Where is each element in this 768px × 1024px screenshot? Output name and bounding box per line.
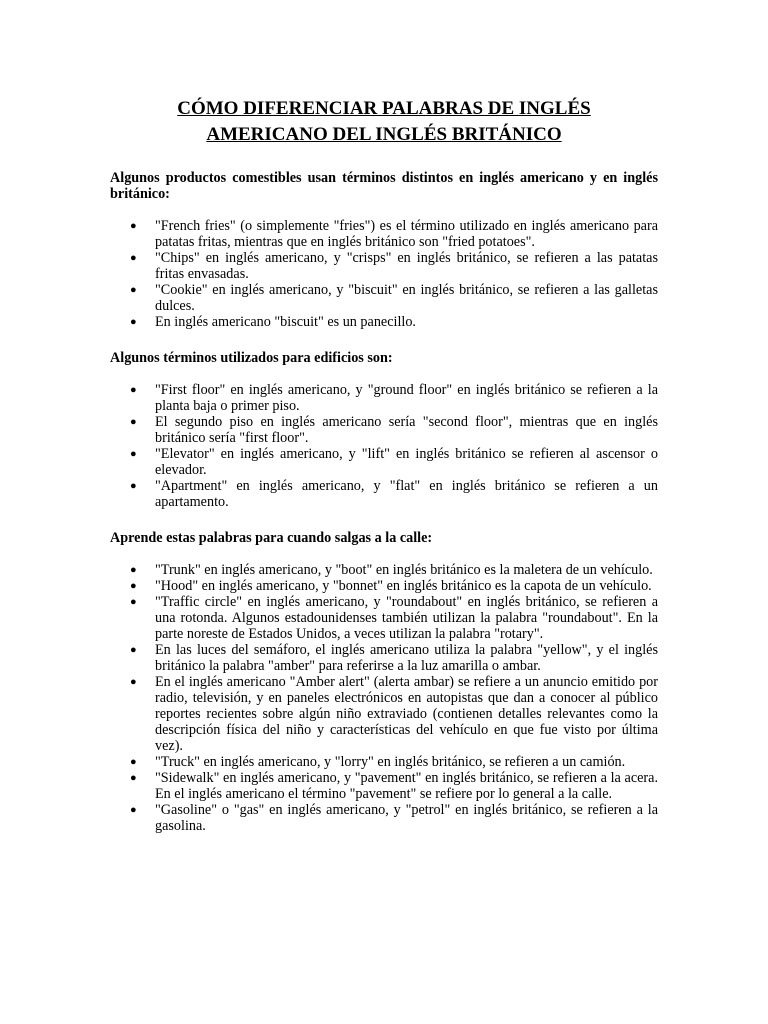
section-intro: Algunos términos utilizados para edificios son: <box>110 350 393 366</box>
bullet-icon: ● <box>130 804 137 816</box>
list-item <box>110 594 658 642</box>
list-item-text: "Apartment" en inglés americano, y "flat" en inglés británico se refieren a un apartamento. <box>155 478 658 510</box>
list-item <box>110 770 658 802</box>
bullet-icon: ● <box>130 448 137 460</box>
bullet-icon: ● <box>130 564 137 576</box>
list-item-text: En las luces del semáforo, el inglés americano utiliza la palabra "yellow", y el inglés británico la palabra "amber" para referirse a la luz amarilla o ambar. <box>155 642 658 674</box>
list-item-text: "Hood" en inglés americano, y "bonnet" en inglés británico es la capota de un vehículo. <box>155 578 652 594</box>
bullet-icon: ● <box>130 644 137 656</box>
list-item <box>110 446 658 478</box>
title-line-2: AMERICANO DEL INGLÉS BRITÁNICO <box>206 124 562 145</box>
bullet-icon: ● <box>130 596 137 608</box>
list-item-text: El segundo piso en inglés americano sería "second floor", mientras que en inglés británico sería "first floor". <box>155 414 658 446</box>
list-item <box>110 282 658 314</box>
bullet-icon: ● <box>130 384 137 396</box>
bullet-icon: ● <box>130 580 137 592</box>
section-intro: Aprende estas palabras para cuando salgas a la calle: <box>110 530 433 546</box>
list-item <box>110 578 658 594</box>
list-item <box>110 802 658 834</box>
bullet-icon: ● <box>130 772 137 784</box>
section-food <box>110 170 658 330</box>
list-item <box>110 414 658 446</box>
list-item <box>110 250 658 282</box>
bullet-list <box>110 382 658 510</box>
list-item-text: "French fries" (o simplemente "fries") es el término utilizado en inglés americano para patatas fritas, mientras que en inglés británico son "fried potatoes". <box>155 218 658 250</box>
section-street <box>110 530 658 834</box>
section-buildings <box>110 350 658 510</box>
bullet-icon: ● <box>130 756 137 768</box>
bullet-icon: ● <box>130 284 137 296</box>
list-item <box>110 478 658 510</box>
list-item-text: En inglés americano "biscuit" es un panecillo. <box>155 314 416 330</box>
list-item-text: En el inglés americano "Amber alert" (alerta ambar) se refiere a un anuncio emitido por radio, televisión, y en paneles electrónicos en autopistas que dan a conocer al público reportes recientes sobre algún niño extraviado (contienen detalles relevantes como la descripción física del niño y características del vehículo en que fue visto por última vez). <box>155 674 658 754</box>
list-item-text: "Traffic circle" en inglés americano, y "roundabout" en inglés británico, se refieren a una rotonda. Algunos estadounidenses también utilizan la palabra "roundabout". En la parte noreste de Estados Unidos, a veces utilizan la palabra "rotary". <box>155 594 658 642</box>
document-title <box>110 96 658 148</box>
document-page <box>110 96 658 834</box>
bullet-icon: ● <box>130 480 137 492</box>
list-item <box>110 642 658 674</box>
list-item <box>110 314 658 330</box>
list-item <box>110 382 658 414</box>
bullet-list <box>110 562 658 834</box>
list-item-text: "Cookie" en inglés americano, y "biscuit" en inglés británico, se refieren a las galletas dulces. <box>155 282 658 314</box>
section-intro: Algunos productos comestibles usan términos distintos en inglés americano y en inglés británico: <box>110 170 658 202</box>
bullet-icon: ● <box>130 416 137 428</box>
list-item-text: "Chips" en inglés americano, y "crisps" en inglés británico, se refieren a las patatas fritas envasadas. <box>155 250 658 282</box>
list-item-text: "Sidewalk" en inglés americano, y "pavement" en inglés británico, se refieren a la acera. En el inglés americano el término "pavement" se refiere por lo general a la calle. <box>155 770 658 802</box>
list-item-text: "First floor" en inglés americano, y "ground floor" en inglés británico se refieren a la planta baja o primer piso. <box>155 382 658 414</box>
list-item-text: "Trunk" en inglés americano, y "boot" en inglés británico es la maletera de un vehículo. <box>155 562 653 578</box>
bullet-icon: ● <box>130 252 137 264</box>
list-item <box>110 754 658 770</box>
title-line-1: CÓMO DIFERENCIAR PALABRAS DE INGLÉS <box>177 98 591 119</box>
bullet-list <box>110 218 658 330</box>
list-item-text: "Elevator" en inglés americano, y "lift" en inglés británico se refieren al ascensor o elevador. <box>155 446 658 478</box>
bullet-icon: ● <box>130 316 137 328</box>
list-item-text: "Truck" en inglés americano, y "lorry" en inglés británico, se refieren a un camión. <box>155 754 626 770</box>
bullet-icon: ● <box>130 676 137 688</box>
list-item <box>110 562 658 578</box>
list-item <box>110 218 658 250</box>
list-item <box>110 674 658 754</box>
bullet-icon: ● <box>130 220 137 232</box>
list-item-text: "Gasoline" o "gas" en inglés americano, y "petrol" en inglés británico, se refieren a la gasolina. <box>155 802 658 834</box>
